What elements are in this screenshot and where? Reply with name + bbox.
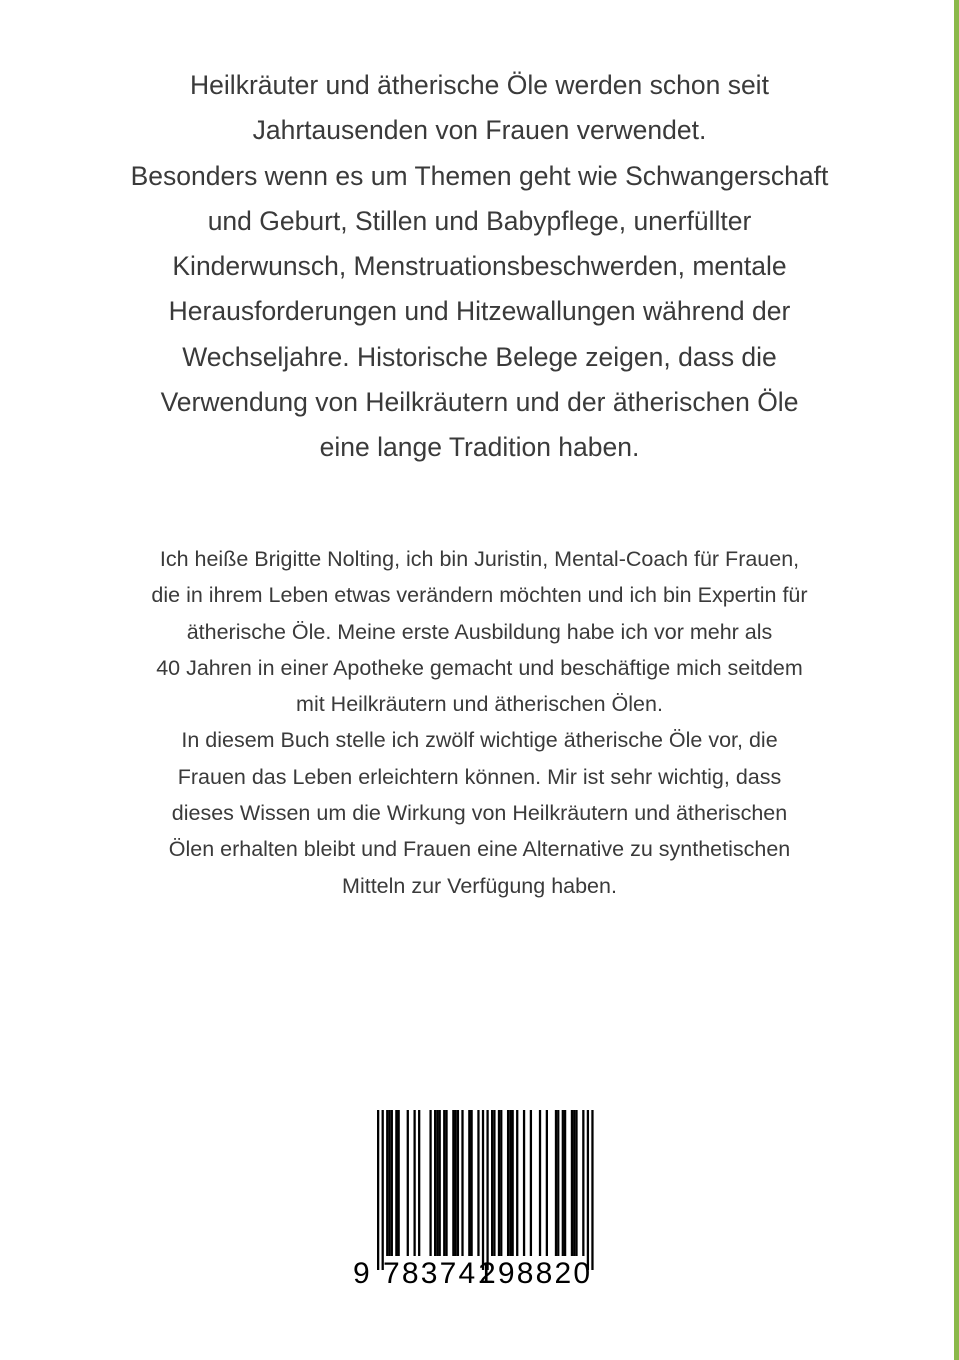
barcode-bar [436, 1110, 438, 1256]
intro-line: eine lange Tradition haben. [319, 432, 640, 463]
barcode-guard-bar [482, 1110, 484, 1270]
barcode-guard-bar [382, 1110, 384, 1270]
barcode-guard-bar [591, 1110, 593, 1270]
author-line: Ölen erhalten bleibt und Frauen eine Alternative zu synthetischen [168, 837, 791, 862]
barcode-bar [395, 1110, 397, 1256]
barcode-left-group: 783741 [383, 1257, 497, 1290]
intro-line: Wechseljahre. Historische Belege zeigen, dass die [182, 341, 777, 372]
barcode-guard-bar [486, 1110, 488, 1270]
barcode-bar [434, 1110, 436, 1256]
barcode-guard-bar [377, 1110, 379, 1270]
barcode-bar [407, 1110, 409, 1256]
barcode-bar [562, 1110, 564, 1256]
intro-line: Besonders wenn es um Themen geht wie Schwangerschaft [130, 160, 829, 191]
intro-line: Herausforderungen und Hitzewallungen während der [168, 296, 791, 327]
barcode-bar [461, 1110, 463, 1256]
barcode-bar [477, 1110, 479, 1256]
author-line: Mitteln zur Verfügung haben. [342, 873, 617, 898]
author-line: ätherische Öle. Meine erste Ausbildung habe ich vor mehr als [186, 619, 773, 644]
author-line: dieses Wissen um die Wirkung von Heilkräutern und ätherischen [171, 801, 788, 826]
author-paragraph [60, 541, 899, 904]
barcode-bar [398, 1110, 400, 1256]
author-line: 40 Jahren in einer Apotheke gemacht und beschäftige mich seitdem [156, 655, 803, 680]
barcode-bar [493, 1110, 495, 1256]
cover-edge-stripe [954, 0, 959, 1360]
barcode-bar [516, 1110, 518, 1256]
barcode-bar [555, 1110, 557, 1256]
barcode-bar [564, 1110, 566, 1256]
barcode-right-group: 298820 [479, 1257, 593, 1290]
barcode-bar [491, 1110, 493, 1256]
intro-line: Jahrtausenden von Frauen verwendet. [252, 115, 707, 146]
intro-paragraph [60, 63, 899, 471]
barcode-bar [452, 1110, 454, 1256]
barcode-lead-digit: 9 [353, 1257, 370, 1290]
barcode-bar [443, 1110, 445, 1256]
barcode-number [351, 1256, 609, 1292]
author-line: Ich heiße Brigitte Nolting, ich bin Juristin, Mental-Coach für Frauen, [159, 547, 800, 571]
isbn-barcode [351, 1104, 609, 1301]
barcode-bar [498, 1110, 500, 1256]
barcode-bar [500, 1110, 502, 1256]
author-line: mit Heilkräutern und ätherischen Ölen. [296, 692, 663, 717]
intro-line: und Geburt, Stillen und Babypflege, unerfüllter [207, 205, 752, 236]
barcode-bar [413, 1110, 415, 1256]
barcode-bar [509, 1110, 511, 1256]
author-line: In diesem Buch stelle ich zwölf wichtige ätherische Öle vor, die [181, 728, 778, 753]
barcode-bar [573, 1110, 575, 1256]
intro-line: Kinderwunsch, Menstruationsbeschwerden, mentale [172, 251, 787, 282]
barcode-bar [455, 1110, 457, 1256]
barcode-bar [523, 1110, 525, 1256]
barcode-bar [575, 1110, 577, 1256]
barcode-bar [582, 1110, 584, 1256]
barcode-bar [470, 1110, 472, 1256]
barcode-bar [418, 1110, 420, 1256]
intro-line: Verwendung von Heilkräutern und der ätherischen Öle [160, 387, 799, 418]
barcode-bar [468, 1110, 470, 1256]
barcode-bar [546, 1110, 548, 1256]
barcode-bar [388, 1110, 390, 1256]
barcode-bar [539, 1110, 541, 1256]
barcode-bar [557, 1110, 559, 1256]
barcode-bar [445, 1110, 447, 1256]
author-line: Frauen das Leben erleichtern können. Mir ist sehr wichtig, dass [177, 764, 782, 789]
barcode-bar [512, 1110, 514, 1256]
barcode-bar [507, 1110, 509, 1256]
author-line: die in ihrem Leben etwas verändern möchten und ich bin Expertin für [151, 583, 808, 608]
barcode-bar [429, 1110, 431, 1256]
barcode-bar [571, 1110, 573, 1256]
barcode-bar [391, 1110, 393, 1256]
barcode-bar [457, 1110, 459, 1256]
barcode-guard-bar [587, 1110, 589, 1270]
barcode-bar [530, 1110, 532, 1256]
barcode-bar [386, 1110, 388, 1256]
intro-line: Heilkräuter und ätherische Öle werden schon seit [190, 70, 769, 100]
barcode-bar [439, 1110, 441, 1256]
